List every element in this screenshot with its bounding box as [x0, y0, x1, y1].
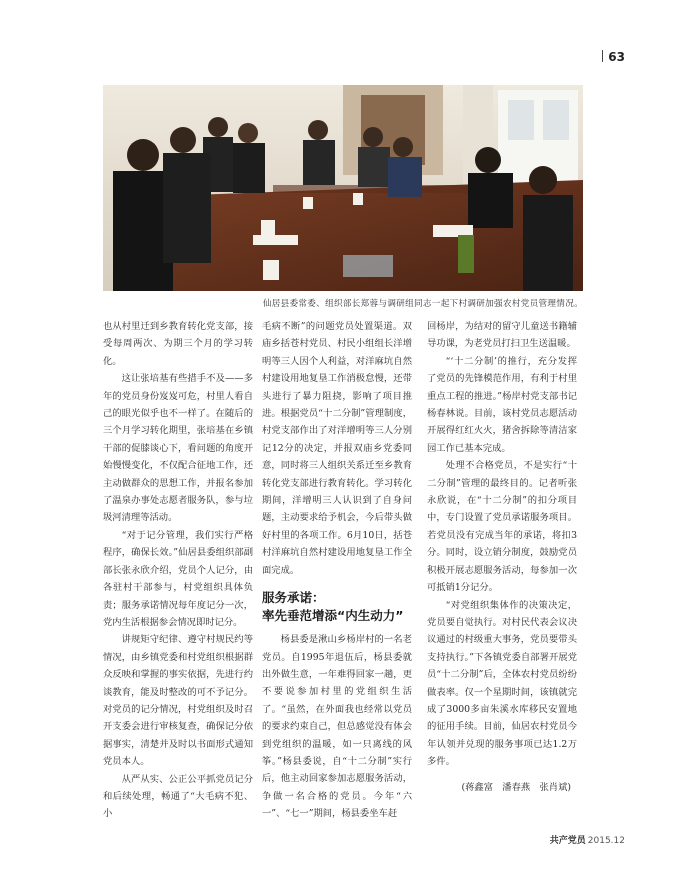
section-heading-line2: 率先垂范增添“内生动力” — [262, 608, 404, 624]
paragraph: “对于记分管理，我们实行严格程序，确保长效。”仙居县委组织部副部长张永欣介绍，党员个人记分，由各驻村干部参与，村党组织具体负责；服务承诺情况每年度记分一次，党内生活根据参会情况即时记分。 — [103, 529, 253, 628]
paragraph: 讲规矩守纪律、遵守村规民约等情况，由乡镇党委和村党组织根据群众反映和掌握的事实依据，先进行约谈教育，能及时整改的可不予记分。对党员的记分情况，村党组织及时召开支委会进行审核复查，确保记分依据事实，清楚并及时以书面形式通知党员本人。 — [103, 634, 253, 768]
meeting-photo-illustration — [103, 85, 583, 291]
authors-byline: (蒋鑫富 潘春燕 张肖斌) — [461, 781, 571, 793]
section-heading-line1: 服务承诺： — [262, 590, 325, 606]
paragraph: 这让张培基有些措手不及——多年的党员身份岌岌可危，村里人看自己的眼光似乎也不一样了。在随后的三个月学习转化期里，张培基在乡镇干部的促膝谈心下，看问题的角度开始慢慢变化，不仅配合征地工作，还主动做群众的思想工作，并报名参加了温泉办事处志愿者服务队，参与垃圾河清理等活动。 — [103, 373, 253, 524]
issue-date: 2015.12 — [587, 836, 625, 846]
page-footer — [550, 833, 625, 846]
paragraph: 从严从实、公正公平抓党员记分和后续处理，畅通了“大毛病不犯、小 — [103, 773, 253, 820]
article-column-2 — [262, 318, 412, 823]
paragraph: 毛病不断”的问题党员处置渠道。双庙乡括苍村党员、村民小组组长洋增明等三人因个人利益，对洋麻坑自然村建设用地复垦工作消极怠慢，还带头进行了暴力阻挠，影响了项目推进。根据党员“十二分制”管理制度，村党支部作出了对洋增明等三人分别记12分的决定，并报双庙乡党委同意，同时将三人组织关系迁至乡教育转化党支部进行教育转化。学习转化期间，洋增明三人认识到了自身问题，主动要求给予机会，今后带头做好村里的各项工作。6月10日，括苍村洋麻坑自然村建设用地复垦工作全面完成。 — [262, 321, 412, 576]
paragraph: 杨县委是湫山乡杨岸村的一名老党员。自1995年退伍后，杨县委就出外做生意，一年难得回家一趟，更不要说参加村里的党组织生活了。“虽然，在外面我也经常以党员的要求约束自己，但总感觉没有体会到党组织的温暖，如一只离线的风筝。”杨县委说，自“十二分制”实行后，他主动回家参加志愿服务活动，争做一名合格的党员。今年“六一”、“七一”期间，杨县委坐车赶 — [262, 634, 412, 820]
page-number-text: 63 — [608, 50, 625, 64]
meeting-photo — [103, 85, 583, 291]
paragraph: 处理不合格党员，不是实行“十二分制”管理的最终目的。记者听张永欣说，在“十二分制”的扣分项目中，专门设置了党员承诺服务项目。若党员没有完成当年的承诺，将扣3分。同时，设立销分制度，鼓励党员积极开展志愿服务活动，每参加一次可抵销1分记分。 — [427, 460, 577, 594]
paragraph: “‘十二分制’的推行，充分发挥了党员的先锋模范作用，有利于村里重点工程的推进。”杨岸村党支部书记杨春林说。目前，该村党员志愿活动开展得红红火火，猪舍拆除等清洁家园工作已基本完成。 — [427, 355, 577, 454]
article-column-3 — [427, 318, 577, 796]
photo-caption: 仙居县委常委、组织部长郑蓉与调研组同志一起下村调研加强农村党员管理情况。 — [262, 299, 583, 309]
magazine-brand: 共产党员 — [549, 836, 586, 846]
paragraph: 也从村里迁到乡教育转化党支部，接受每周两次、为期三个月的学习转化。 — [103, 321, 253, 367]
section-heading — [262, 589, 412, 625]
article-column-1 — [103, 318, 253, 823]
paragraph: 回杨岸，为结对的留守儿童送书籍辅导功课，为老党员打扫卫生送温暖。 — [427, 321, 577, 350]
page-number-bar — [602, 50, 603, 62]
page-number — [602, 50, 625, 64]
paragraph: “对党组织集体作的决策决定，党员要自觉执行。对村民代表会议决议通过的村级重大事务，党员要带头支持执行。”下各镇党委自部署开展党员“十二分制”后，全体农村党员纷纷做表率。仅一个星期时间，该镇就完成了3000多亩朱溪水库移民安置地的征用手续。目前，仙居农村党员今年认领并兑现的服务事项已达1.2万多件。 — [427, 599, 577, 768]
